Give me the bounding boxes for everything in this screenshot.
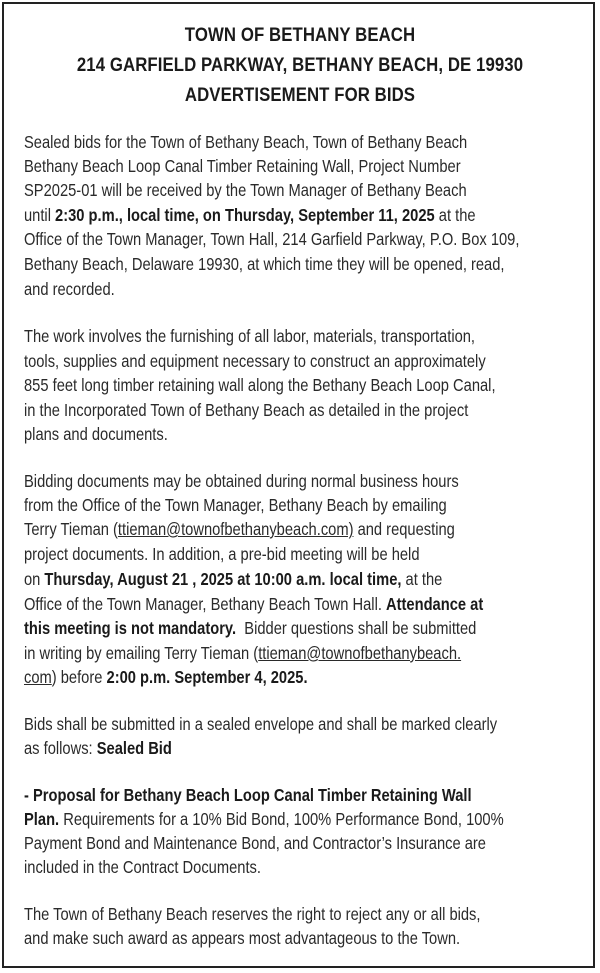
town-name: TOWN OF BETHANY BEACH [184,24,416,46]
ad-title: ADVERTISEMENT FOR BIDS [184,84,416,106]
p1-line: and recorded. [24,279,115,299]
p1-line: Office of the Town Manager, Town Hall, 214 Garfield Parkway, P.O. Box 109, [24,229,520,249]
p3-text: Terry Tieman ( [24,519,118,539]
bid-deadline: 2:30 p.m., local time, on Thursday, September 11, 2025 [55,205,435,225]
p2-line: in the Incorporated Town of Bethany Beach as detailed in the project [24,400,469,420]
p1-line: Bethany Beach Loop Canal Timber Retaining Wall, Project Number [24,156,461,176]
p5-line: Payment Bond and Maintenance Bond, and Contractor’s Insurance are [24,833,486,853]
p1-line: Bethany Beach, Delaware 19930, at which time they will be opened, read, [24,254,505,274]
email-link[interactable]: com [24,667,52,687]
p3-line [24,594,483,614]
p2-line: plans and documents. [24,424,168,444]
p3-text: on [24,569,45,589]
p3-line [24,667,308,687]
p2-line: The work involves the furnishing of all labor, materials, transportation, [24,326,476,346]
p3-line: project documents. In addition, a pre-bid meeting will be held [24,544,420,564]
p3-text: Bidder questions shall be submitted [236,618,477,638]
email-link[interactable]: ttieman@townofbethanybeach.com) [117,519,354,539]
p4-text: as follows: [24,738,97,758]
attendance-note: Attendance at [386,594,484,614]
p1-text: at the [434,205,476,225]
town-address: 214 GARFIELD PARKWAY, BETHANY BEACH, DE 19930 [76,54,524,76]
p3-line [24,618,476,638]
p3-line: from the Office of the Town Manager, Bethany Beach by emailing [24,495,447,515]
p3-line: Bidding documents may be obtained during normal business hours [24,471,459,491]
attendance-note: this meeting is not mandatory. [24,618,237,638]
p3-line [24,643,461,663]
p2-line: 855 feet long timber retaining wall along the Bethany Beach Loop Canal, [24,375,496,395]
questions-deadline: 2:00 p.m. September 4, 2025. [106,667,308,687]
p5-line: included in the Contract Documents. [24,857,261,877]
p4-line: Bids shall be submitted in a sealed envelope and shall be marked clearly [24,714,498,734]
p3-text: ) before [51,667,107,687]
proposal-title: - Proposal for Bethany Beach Loop Canal Timber Retaining Wall [24,785,472,805]
p3-text: and requesting [353,519,455,539]
email-link[interactable]: ttieman@townofbethanybeach. [258,643,462,663]
p6-line: The Town of Bethany Beach reserves the right to reject any or all bids, [24,904,481,924]
p3-line [24,569,442,589]
p5-line [24,785,472,805]
proposal-title: Plan. [24,809,60,829]
p1-text: until [24,205,56,225]
p3-text: in writing by emailing Terry Tieman ( [24,643,259,663]
p1-line: SP2025-01 will be received by the Town Manager of Bethany Beach [24,180,467,200]
p3-text: at the [401,569,443,589]
p3-line [24,519,455,539]
prebid-meeting-time: Thursday, August 21 , 2025 at 10:00 a.m. local time, [44,569,402,589]
sealed-bid-label: Sealed Bid [96,738,172,758]
p6-line: and make such award as appears most advantageous to the Town. [24,928,461,948]
p1-line: Sealed bids for the Town of Bethany Beach, Town of Bethany Beach [24,132,468,152]
p5-line [24,809,504,829]
p1-line [24,205,476,225]
p2-line: tools, supplies and equipment necessary to construct an approximately [24,351,486,371]
p4-line [24,738,172,758]
p3-text: Office of the Town Manager, Bethany Beach Town Hall. [24,594,387,614]
p5-text: Requirements for a 10% Bid Bond, 100% Performance Bond, 100% [59,809,504,829]
